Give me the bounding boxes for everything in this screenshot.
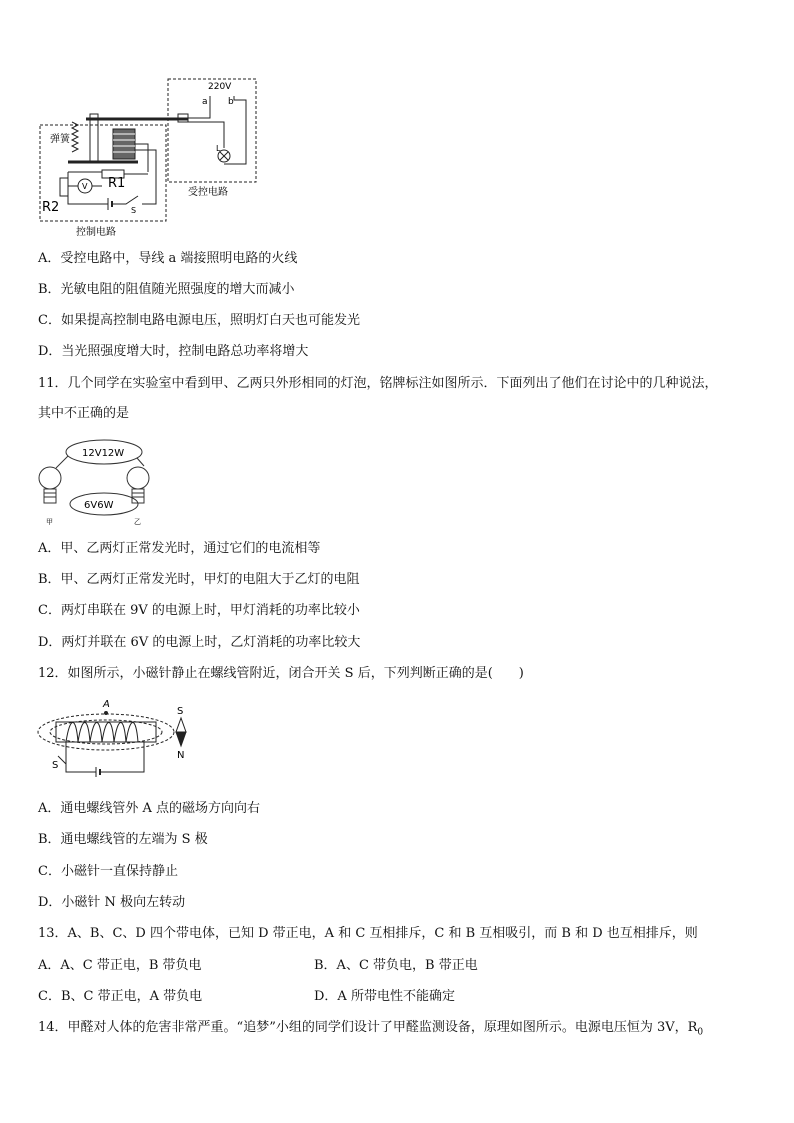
q12-option-b: B．通电螺线管的左端为 S 极 [38, 832, 208, 847]
switch-s-label: S [131, 206, 137, 215]
q11-option-d: D．两灯并联在 6V 的电源上时，乙灯消耗的功率比较大 [38, 635, 361, 650]
q10-option-d: D．当光照强度增大时，控制电路总功率将增大 [38, 344, 309, 359]
bulb-jia-label: 甲 [46, 518, 53, 526]
voltage-label: 220V [208, 82, 232, 92]
terminal-b-label: b [228, 97, 234, 107]
q14-stem-text: 14．甲醛对人体的危害非常严重。“追梦”小组的同学们设计了甲醛监测设备，原理如图所示。电源电压恒为 3V，R [38, 1020, 698, 1035]
spring-label: 弹簧 [50, 134, 70, 145]
q12-option-d: D．小磁针 N 极向左转动 [38, 895, 186, 910]
lamp-label: L [216, 144, 221, 153]
r1-label: R1 [108, 176, 126, 191]
r2-label: R2 [42, 200, 60, 215]
needle-n-label: N [177, 750, 185, 761]
bulb-yi-rating: 6V6W [84, 500, 114, 511]
bulb-yi-label: 乙 [134, 518, 141, 526]
q13-option-c: C．B、C 带正电，A 带负电 [38, 989, 203, 1004]
control-circuit-caption: 控制电路 [76, 227, 116, 238]
needle-s-label: S [177, 706, 184, 717]
terminal-a-label: a [202, 97, 208, 107]
q11-stem-line2: 其中不正确的是 [38, 406, 130, 421]
bulb-figure [34, 438, 164, 530]
q13-stem: 13．A、B、C、D 四个带电体，已知 D 带正电，A 和 C 互相排斥，C 和 B 互相吸引，而 B 和 D 也互相排斥，则 [38, 926, 698, 941]
q12-option-c: C．小磁针一直保持静止 [38, 864, 178, 879]
bulb-jia-rating: 12V12W [82, 448, 125, 459]
voltmeter-label: V [82, 182, 88, 191]
q13-option-d: D．A 所带电性不能确定 [314, 989, 455, 1004]
q12-option-a: A．通电螺线管外 A 点的磁场方向向右 [38, 801, 261, 816]
q14-stem-subscript: 0 [697, 1027, 704, 1038]
q13-option-b: B．A、C 带负电，B 带正电 [314, 958, 478, 973]
q11-option-b: B．甲、乙两灯正常发光时，甲灯的电阻大于乙灯的电阻 [38, 572, 360, 587]
q14-stem [38, 1019, 703, 1042]
solenoid-figure [36, 696, 196, 778]
switch-s-label: S [52, 760, 59, 771]
q10-option-a: A．受控电路中，导线 a 端接照明电路的火线 [38, 251, 298, 266]
q11-option-a: A．甲、乙两灯正常发光时，通过它们的电流相等 [38, 541, 321, 556]
q10-option-c: C．如果提高控制电路电源电压，照明灯白天也可能发光 [38, 313, 360, 328]
q13-option-a: A．A、C 带正电，B 带负电 [38, 958, 202, 973]
q12-stem: 12．如图所示，小磁针静止在螺线管附近，闭合开关 S 后，下列判断正确的是( ) [38, 666, 524, 681]
q10-option-b: B．光敏电阻的阻值随光照强度的增大而减小 [38, 282, 295, 297]
point-a-label: A [103, 699, 110, 710]
q11-option-c: C．两灯串联在 9V 的电源上时，甲灯消耗的功率比较小 [38, 603, 360, 618]
q11-stem-line1: 11．几个同学在实验室中看到甲、乙两只外形相同的灯泡，铭牌标注如图所示．下面列出了他们在讨论中的几种说法， [38, 376, 718, 391]
relay-circuit-figure [38, 74, 268, 244]
controlled-circuit-caption: 受控电路 [188, 187, 228, 198]
